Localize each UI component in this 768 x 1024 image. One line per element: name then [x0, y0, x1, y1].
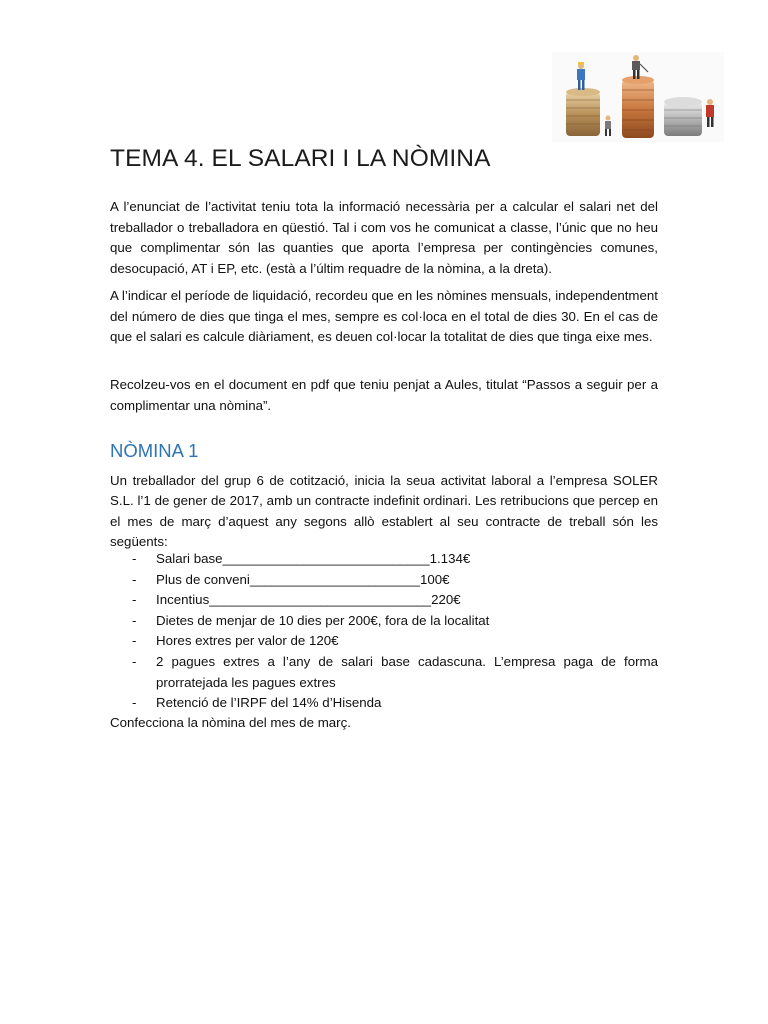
- list-bullet: -: [132, 653, 137, 669]
- intro-paragraph-2: A l’indicar el període de liquidació, recordeu que en les nòmines mensuals, independentment del número de dies que tinga el mes, sempre es col·loca en el total de dies 30. En el cas de que el salari es calcule diàriament, es deuen col·locar la totalitat de dies que tinga eixe mes.: [110, 288, 658, 345]
- list-bullet: -: [132, 633, 137, 649]
- closing-instruction: Confecciona la nòmina del mes de març.: [110, 715, 351, 730]
- list-item: [110, 693, 658, 714]
- list-item-text: Dietes de menjar de 10 dies per 200€, fora de la localitat: [156, 612, 490, 628]
- middle-coin-stack: [622, 76, 654, 138]
- list-item-text: Hores extres per valor de 120€: [156, 633, 339, 649]
- list-bullet: -: [132, 592, 137, 608]
- list-item: [110, 549, 658, 570]
- worker-figure-right: [706, 99, 714, 127]
- list-item: [110, 652, 658, 693]
- list-bullet: -: [132, 695, 137, 711]
- right-coin-stack: [664, 97, 702, 136]
- intro-paragraph-1: A l’enunciat de l’activitat teniu tota la informació necessària per a calcular el salari net del treballador o treballadora en qüestió. Tal i com vos he comunicat a classe, l’únic que no heu que complimentar són las quanties que aporta l’empresa per contingències comunes, desocupació, AT i EP, etc. (està a l’últim requadre de la nòmina, a la dreta).: [110, 199, 658, 276]
- retributions-list: [110, 549, 658, 714]
- list-item-text: Salari base____________________________1.134€: [156, 551, 471, 566]
- left-coin-stack: [566, 88, 600, 136]
- list-item: [110, 631, 658, 652]
- list-bullet: -: [132, 612, 137, 628]
- section-intro-paragraph: Un treballador del grup 6 de cotització, inicia la seua activitat laboral a l’empresa SOLER S.L. l’1 de gener de 2017, amb un contracte indefinit ordinari. Les retribucions que percep en el mes de març d’aquest any segons allò establert al seu contracte de treball són les següents:: [110, 473, 658, 550]
- coins-illustration-graphic: [552, 52, 724, 142]
- list-item: [110, 611, 658, 632]
- worker-figure-bottom: [605, 116, 611, 137]
- coins-workers-illustration: [552, 52, 724, 142]
- document-title: TEMA 4. EL SALARI I LA NÒMINA: [110, 145, 491, 172]
- list-item-text: Retenció de l’IRPF del 14% d’Hisenda: [156, 695, 382, 711]
- list-item-text: Plus de conveni_______________________100€: [156, 571, 450, 587]
- list-bullet: -: [132, 551, 137, 566]
- list-item-text: Incentius______________________________220€: [156, 592, 461, 608]
- list-bullet: -: [132, 571, 137, 587]
- list-item: [110, 570, 658, 591]
- section-heading: NÒMINA 1: [110, 440, 199, 461]
- list-item: [110, 590, 658, 611]
- list-item-text: 2 pagues extres a l’any de salari base cadascuna. L’empresa paga de forma prorratejada les pagues extres: [156, 653, 658, 690]
- worker-figure-left: [577, 62, 585, 90]
- intro-paragraph-3: Recolzeu-vos en el document en pdf que teniu penjat a Aules, titulat “Passos a seguir per a complimentar una nòmina”.: [110, 377, 658, 413]
- worker-figure-middle: [632, 55, 648, 79]
